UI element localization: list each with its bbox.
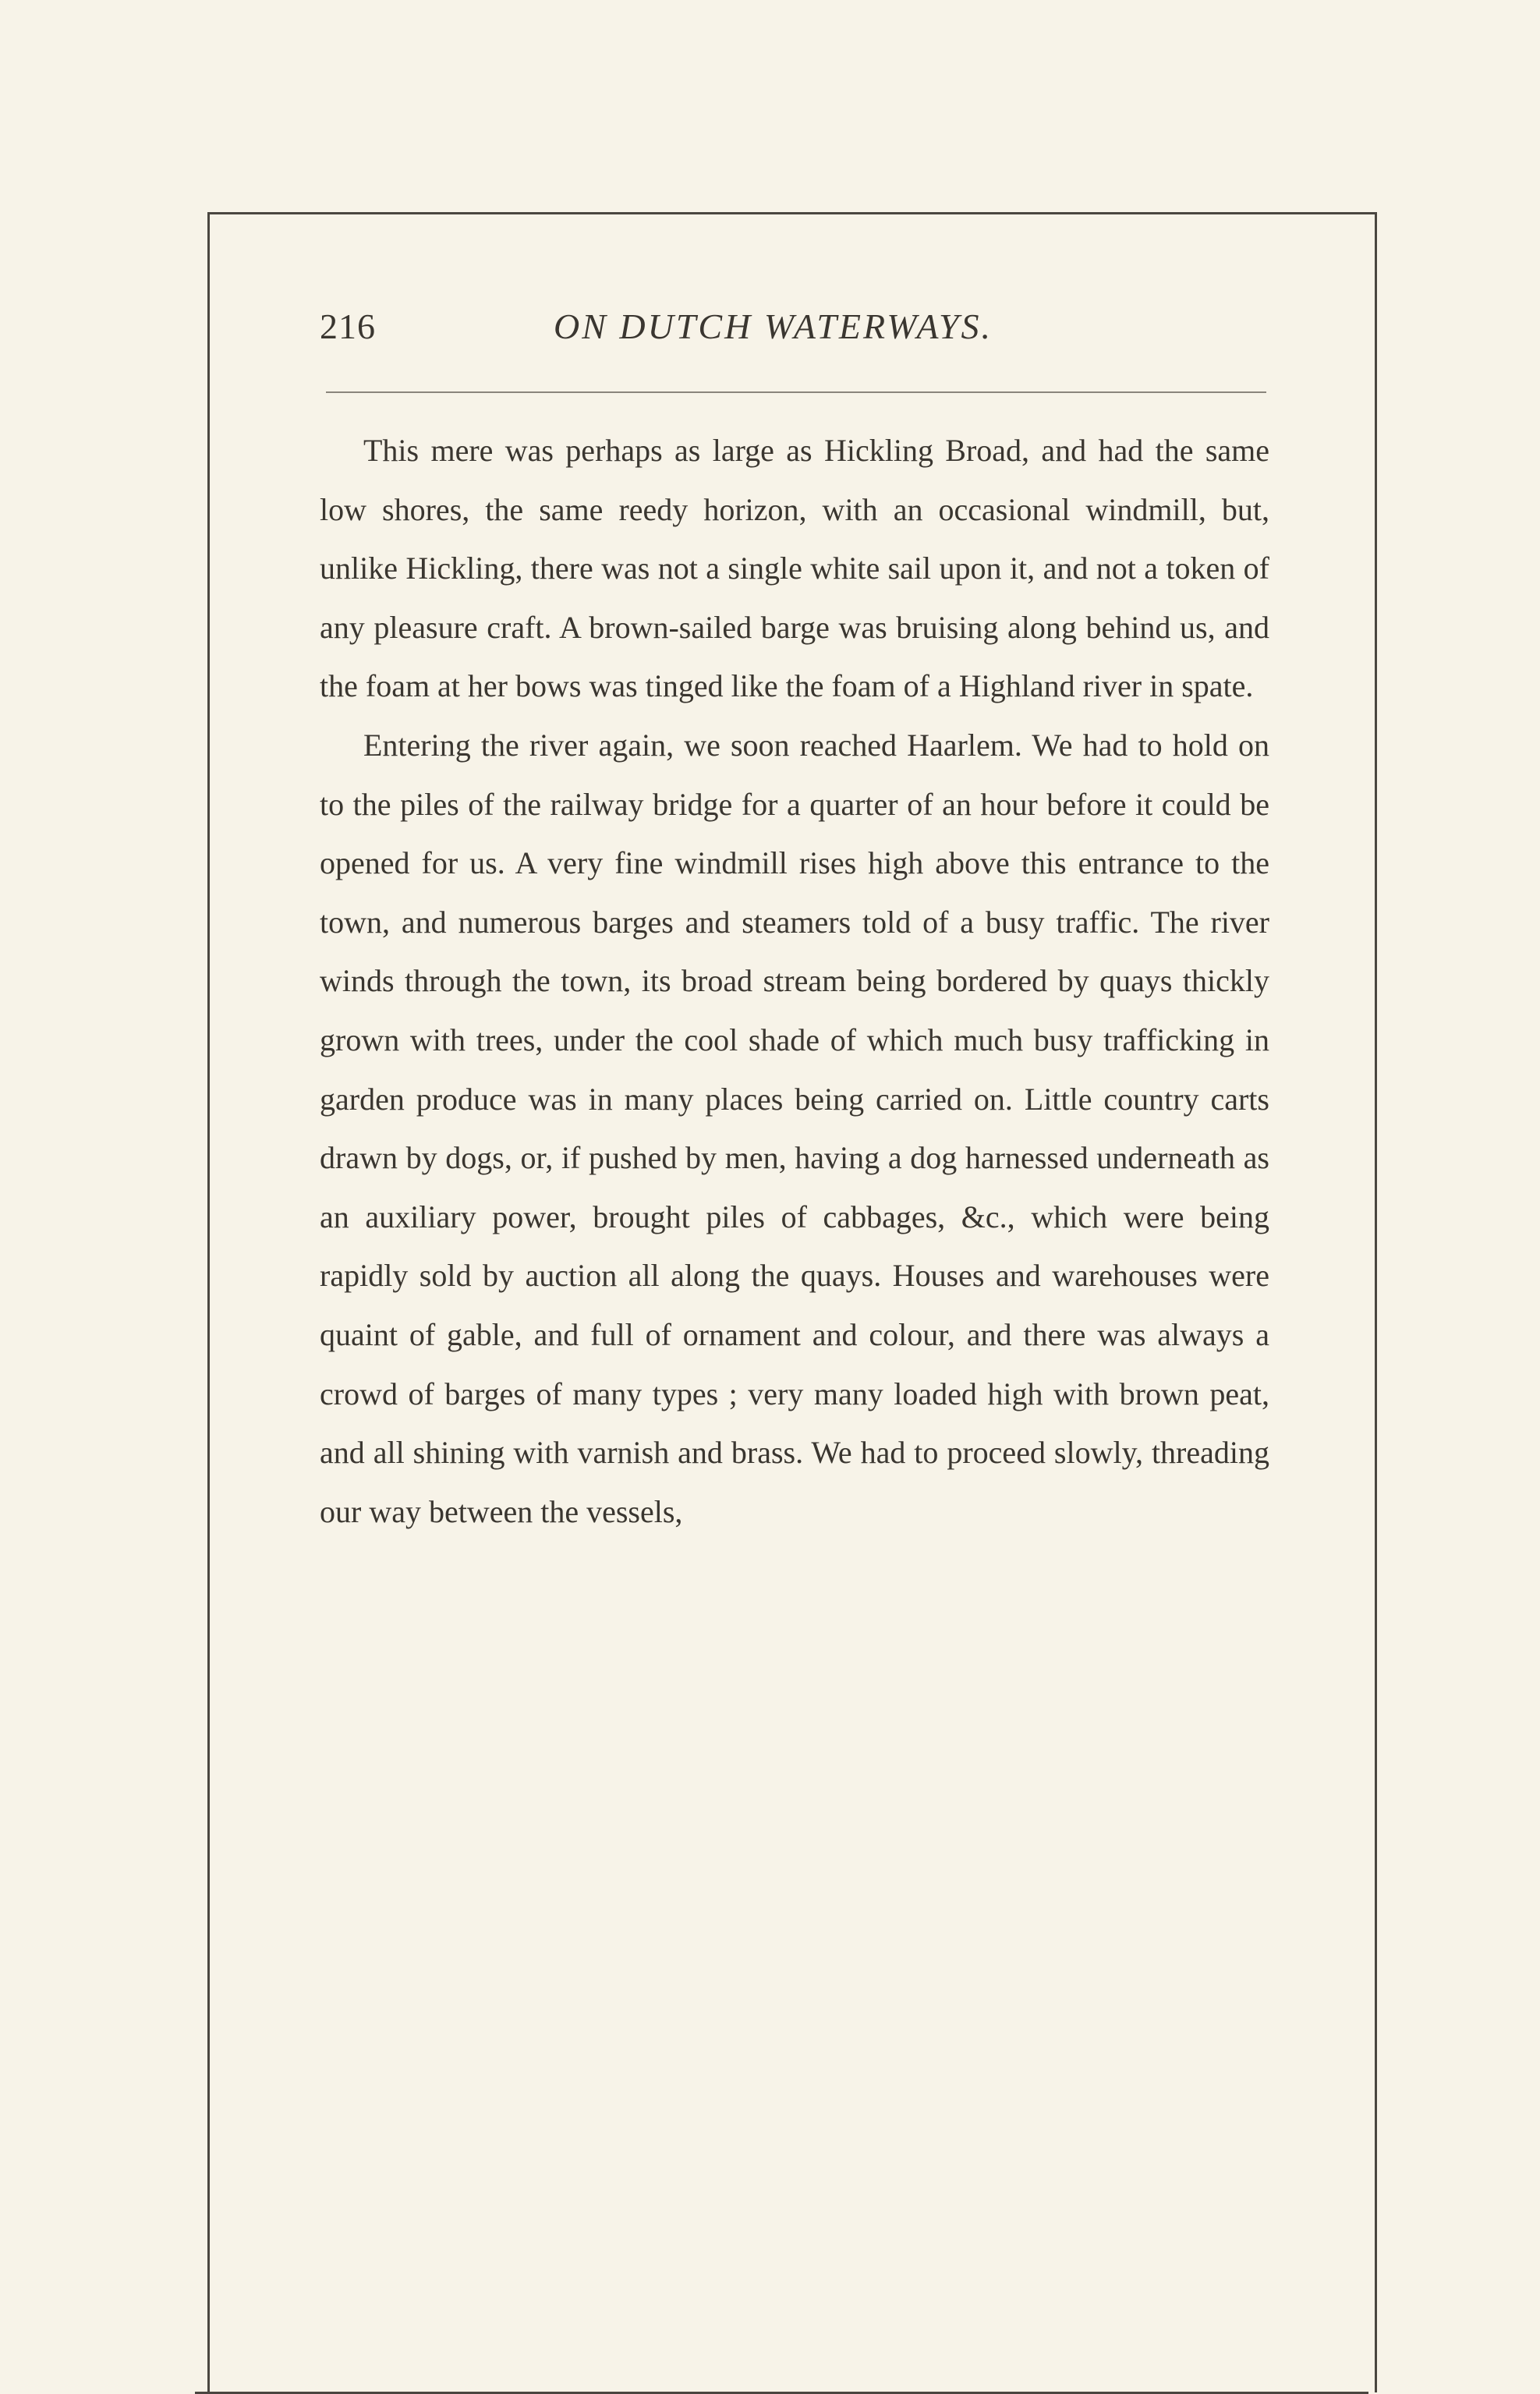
- running-head: [320, 306, 1302, 360]
- running-title: ON DUTCH WATERWAYS.: [554, 306, 993, 346]
- frame-rule-left: [207, 212, 210, 2392]
- paragraph: This mere was perhaps as large as Hickling Broad, and had the same low shores, the same reedy horizon, with an occasional windmill, but, unlike Hickling, there was not a single white sail upon it, and not a token of any pleasure craft. A brown-sailed barge was bruising along behind us, and the foam at her bows was tinged like the foam of a Highland river in spate.: [320, 433, 1269, 704]
- paragraph: Entering the river again, we soon reached Haarlem. We had to hold on to the piles of the railway bridge for a quarter of an hour before it could be opened for us. A very fine windmill rises high above this entrance to the town, and numerous barges and steamers told of a busy traffic. The river winds through the town, its broad stream being bordered by quays thickly grown with trees, under the cool shade of which much busy trafficking in garden produce was in many places being carried on. Little country carts drawn by dogs, or, if pushed by men, having a dog harnessed underneath as an auxiliary power, brought piles of cabbages, &c., which were being rapidly sold by auction all along the quays. Houses and warehouses were quaint of gable, and full of ornament and colour, and there was always a crowd of barges of many types ; very many loaded high with brown peat, and all shining with varnish and brass. We had to proceed slowly, threading our way between the vessels,: [320, 727, 1269, 1529]
- frame-rule-right: [1375, 212, 1377, 2392]
- header-divider: [326, 391, 1266, 393]
- frame-rule-top: [209, 212, 1377, 214]
- page-number: 216: [320, 306, 376, 346]
- body-text: [320, 421, 1269, 1541]
